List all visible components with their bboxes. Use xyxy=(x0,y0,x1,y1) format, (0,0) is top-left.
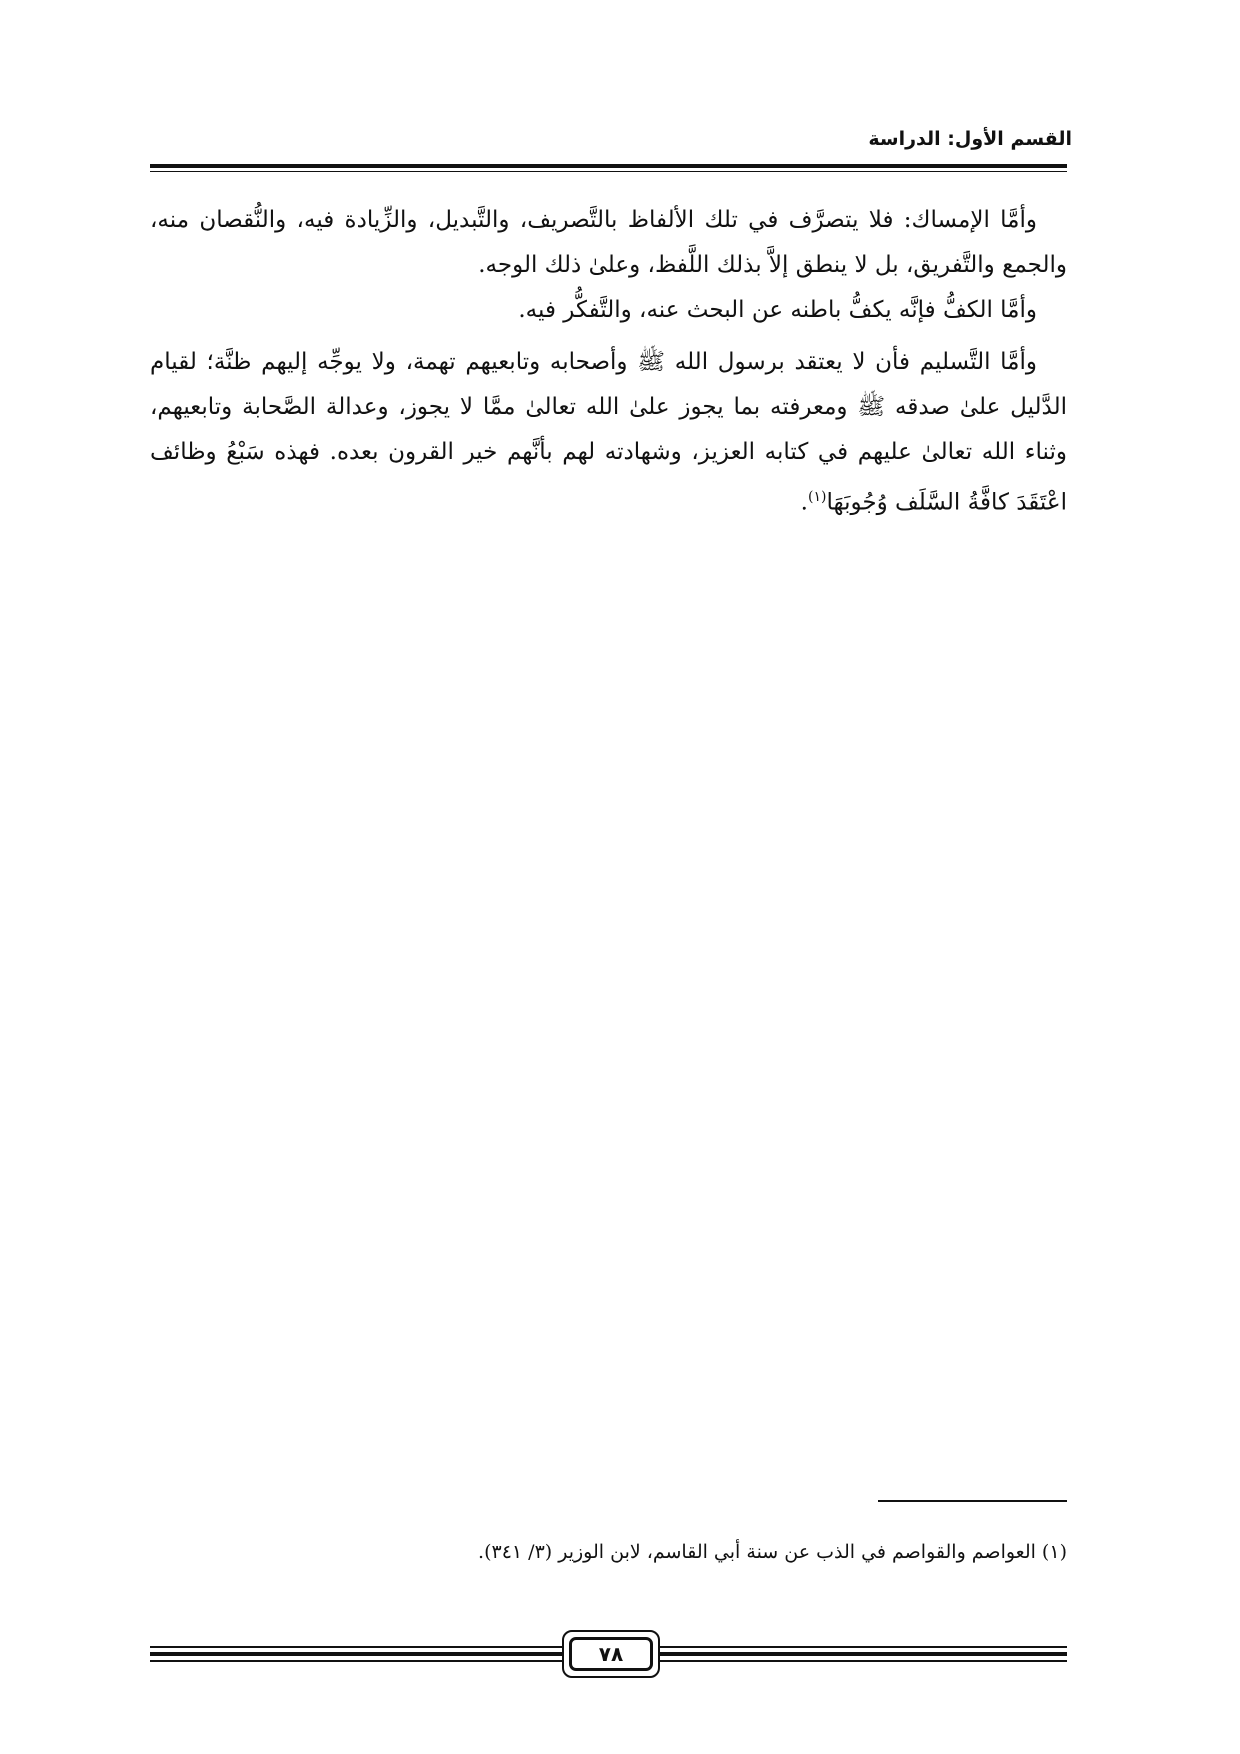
page-number-frame xyxy=(562,1630,660,1678)
footnote-1: (١) العواصم والقواصم في الذب عن سنة أبي القاسم، لابن الوزير (٣/ ٣٤١). xyxy=(478,1541,1067,1563)
closing-period: . xyxy=(800,489,808,516)
paragraph-tasleem-text: وأمَّا التَّسليم فأن لا يعتقد برسول الله ﷺ وأصحابه وتابعيهم تهمة، ولا يوجِّه إليهم ظنَّة؛ لقيام الدَّليل علىٰ صدقه ﷺ ومعرفته بما يجوز علىٰ الله تعالىٰ ممَّا لا يجوز، وعدالة الصَّحابة وتابعيهم، وثناء الله تعالىٰ عليهم في كتابه العزيز، وشهادته لهم بأنَّهم خير القرون بعده. فهذه سَبْعُ وظائف اعْتَقَدَ كافَّةُ السَّلَف وُجُوبَهَا xyxy=(150,349,1067,516)
paragraph-kaff: وأمَّا الكفُّ فإنَّه يكفُّ باطنه عن البحث عنه، والتَّفكُّر فيه. xyxy=(518,297,1037,323)
footnote-marker: (١) xyxy=(807,489,827,505)
header-rule-thick xyxy=(150,164,1067,168)
running-header: القسم الأول: الدراسة xyxy=(868,128,1072,150)
body-text xyxy=(150,198,1067,526)
paragraph-tasleem xyxy=(150,340,1067,526)
header-rule-thin xyxy=(150,171,1067,172)
paragraph-imsak: وأمَّا الإمساك: فلا يتصرَّف في تلك الألفاظ بالتَّصريف، والتَّبديل، والزِّيادة فيه، والنُّقصان منه، والجمع والتَّفريق، بل لا ينطق إلاَّ بذلك اللَّفظ، وعلىٰ ذلك الوجه. xyxy=(150,207,1067,278)
page-number: ٧٨ xyxy=(598,1642,624,1666)
footnote-separator xyxy=(878,1500,1067,1502)
